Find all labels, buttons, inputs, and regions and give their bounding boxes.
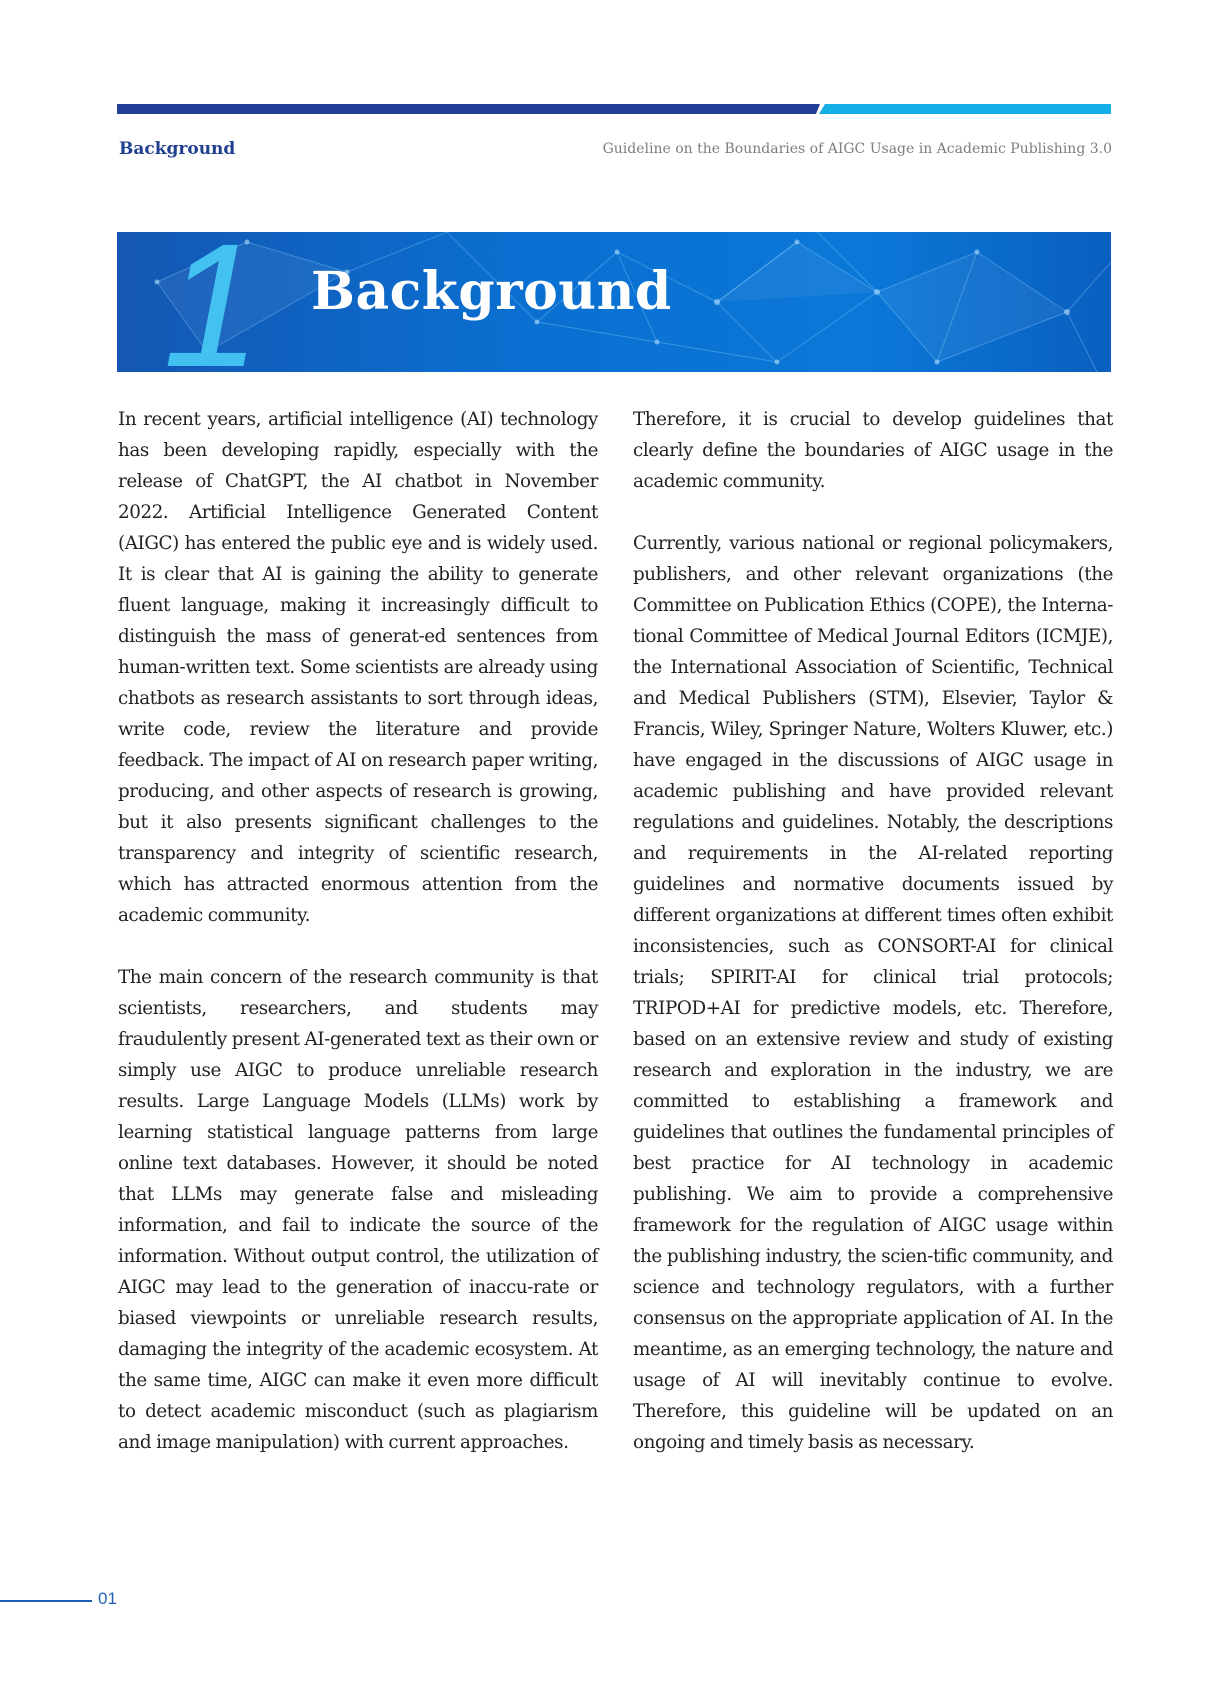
paragraph: Therefore, it is crucial to develop guidelines that clearly define the boundaries of AIGC usage in the academic community. [633,409,1113,492]
chapter-title: Background [311,261,672,322]
top-accent-bar-light [819,104,1111,114]
right-text-column [633,404,1113,1489]
chapter-number: 1 [163,232,261,372]
top-accent-bar [117,104,1111,114]
top-accent-bar-dark [117,104,820,114]
chapter-banner [117,232,1111,372]
running-header-document-title: Guideline on the Boundaries of AIGC Usage in Academic Publishing 3.0 [602,141,1112,157]
paragraph: In recent years, artificial intelligence (AI) technology has been developing rapidly, especially with the release of ChatGPT, the AI chatbot in November 2022. Artificial Intelligence Generated Content (AIGC) has entered the public eye and is widely used. It is clear that AI is gaining the ability to generate fluent language, making it increasingly difficult to distinguish the mass of generat-ed sentences from human-written text. Some scientists are already using chatbots as research assistants to sort through ideas, write code, review the literature and provide feedback. The impact of AI on research paper writing, producing, and other aspects of research is growing, but it also presents significant challenges to the transparency and integrity of scientific research, which has attracted enormous attention from the academic community. [118,409,598,926]
footer-rule [0,1600,92,1602]
running-header-section: Background [119,139,236,159]
paragraph: The main concern of the research community is that scientists, researchers, and students may fraudulently present AI-generated text as their own or simply use AIGC to produce unreliable research results. Large Language Models (LLMs) work by learning statistical language patterns from large online text databases. However, it should be noted that LLMs may generate false and misleading information, and fail to indicate the source of the information. Without output control, the utilization of AIGC may lead to the generation of inaccu-rate or biased viewpoints or unreliable research results, damaging the integrity of the academic ecosystem. At the same time, AIGC can make it even more difficult to detect academic misconduct (such as plagiarism and image manipulation) with current approaches. [118,967,598,1453]
page-number: 01 [98,1589,117,1608]
left-text-column [118,404,598,1489]
paragraph: Currently, various national or regional policymakers, publishers, and other relevant organizations (the Committee on Publication Ethics (COPE), the Interna-tional Committee of Medical Journal Editors (ICMJE), the International Association of Scientific, Technical and Medical Publishers (STM), Elsevier, Taylor & Francis, Wiley, Springer Nature, Wolters Kluwer, etc.) have engaged in the discussions of AIGC usage in academic publishing and have provided relevant regulations and guidelines. Notably, the descriptions and requirements in the AI-related reporting guidelines and normative documents issued by different organizations at different times often exhibit inconsistencies, such as CONSORT-AI for clinical trials; SPIRIT-AI for clinical trial protocols; TRIPOD+AI for predictive models, etc. Therefore, based on an extensive review and study of existing research and exploration in the industry, we are committed to establishing a framework and guidelines that outlines the fundamental principles of best practice for AI technology in academic publishing. We aim to provide a comprehensive framework for the regulation of AIGC usage within the publishing industry, the scien-tific community, and science and technology regulators, with a further consensus on the appropriate application of AI. In the meantime, as an emerging technology, the nature and usage of AI will inevitably continue to evolve. Therefore, this guideline will be updated on an ongoing and timely basis as necessary. [633,533,1113,1453]
